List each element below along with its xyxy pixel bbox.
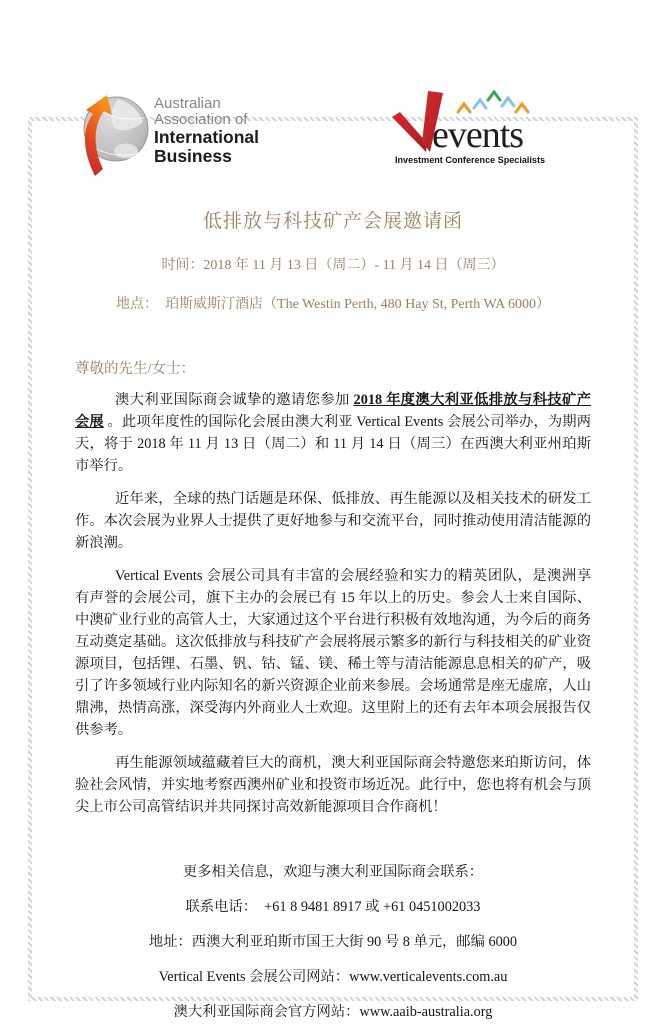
contact-phone: 联系电话： +61 8 9481 8917 或 +61 0451002033	[185, 899, 481, 915]
paragraph-invitation-tail: 。此项年度性的国际化会展由澳大利亚 Vertical Events 会展公司举办，为期两天，将于 2018 年 11 月 13 日（周二）和 11 月 14 日（周三）在西澳大利亚州珀斯市举行。	[75, 414, 591, 474]
vertical-events-logo-graphic	[390, 90, 550, 166]
paragraph-organizer: Vertical Events 会展公司具有丰富的会展经验和实力的精英团队，是澳洲享有声誉的会展公司，旗下主办的会展已有 15 年以上的历史。参会人士来自国际、中澳矿业行业的高管人士，大家通过这个平台进行积极有效地沟通，为今后的商务互动奠定基础。这次低排放与科技矿产会展将展示繁多的新行与科技相关的矿业资源项目，包括锂、石墨、钒、钴、锰、镁、稀土等与清洁能源息息相关的矿产，吸引了许多领域行业内际知名的新兴资源企业前来参展。会场通常是座无虚席，人山鼎沸，热情高涨，深受海内外商业人士欢迎。这里附上的还有去年本项会展报告仅供参考。	[75, 568, 591, 738]
paragraph-topic: 近年来，全球的热门话题是环保、低排放、再生能源以及相关技术的研发工作。本次会展为业界人士提供了更好地参与和交流平台，同时推动使用清洁能源的新浪潮。	[75, 491, 591, 551]
event-name-highlight: 2018 年度澳大利亚低排放与科技矿产会展	[75, 392, 591, 430]
invitation-letter-page	[0, 88, 666, 1030]
logo-header	[75, 88, 591, 178]
contact-website-aaib: 澳大利亚国际商会官方网站：www.aaib-australia.org	[173, 1004, 493, 1020]
v-check-left-arm	[392, 112, 427, 152]
globe-continent-australia	[114, 144, 138, 159]
salutation: 尊敬的先生/女士：	[75, 361, 196, 377]
aaib-line-1: Australian	[154, 95, 221, 112]
vertical-events-wordmark: events	[432, 114, 524, 156]
aaib-logo-text	[154, 88, 259, 166]
event-time-line: 时间：2018 年 11 月 13 日（周二）- 11 月 14 日（周三）	[161, 258, 505, 273]
peaks-icon	[458, 92, 528, 112]
contact-block	[75, 855, 591, 1030]
letter-content	[0, 88, 666, 1030]
contact-intro: 更多相关信息，欢迎与澳大利亚国际商会联系：	[182, 864, 484, 880]
vertical-events-tagline: Investment Conference Specialists	[395, 155, 545, 166]
aaib-line-2: Association of	[154, 111, 248, 128]
aaib-logo	[78, 88, 259, 178]
paragraph-invitation	[75, 389, 591, 477]
vertical-events-logo	[390, 90, 550, 171]
aaib-line-3: International	[154, 127, 260, 147]
document-title: 低排放与科技矿产会展邀请函	[202, 211, 463, 232]
contact-address: 地址：西澳大利亚珀斯市国王大街 90 号 8 单元，邮编 6000	[148, 934, 518, 950]
paragraph-invitation-lead: 澳大利亚国际商会诚挚的邀请您参加	[115, 392, 354, 408]
paragraph-opportunity: 再生能源领域蕴藏着巨大的商机，澳大利亚国际商会特邀您来珀斯访问，体验社会风情，并实地考察西澳州矿业和投资市场近况。此行中，您也将有机会与顶尖上市公司高管结识并共同探讨高效新能源项目合作商机！	[75, 755, 591, 815]
globe-arrow-icon	[78, 88, 150, 178]
globe-continent-asia	[111, 99, 143, 130]
event-location-line: 地点： 珀斯威斯汀酒店（The Westin Perth, 480 Hay St, Perth WA 6000）	[116, 297, 550, 312]
contact-website-vertical-events: Vertical Events 会展公司网站：www.verticalevents.com.au	[158, 969, 508, 985]
aaib-line-4: Business	[154, 146, 232, 166]
